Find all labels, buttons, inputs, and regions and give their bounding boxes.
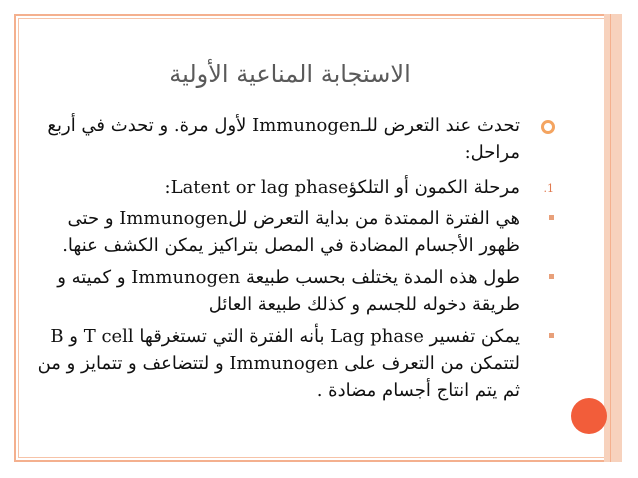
slide-title: الاستجابة المناعية الأولية [169, 60, 411, 88]
corner-circle-decoration [571, 398, 607, 434]
list-item-text: طول هذه المدة يختلف بحسب طبيعة Immunogen و كميته و طريقة دخوله للجسم و كذلك طبيعة العائل [57, 267, 520, 315]
square-bullet-icon [549, 333, 554, 338]
square-bullet-icon [549, 215, 554, 220]
list-item [30, 174, 554, 201]
slide-content [30, 112, 554, 404]
list-item [30, 205, 520, 259]
list-item-text: هي الفترة الممتدة من بداية التعرض للImmunogen و حتى ظهور الأجسام المضادة في المصل بتراكيز يمكن الكشف عنها. [62, 208, 520, 256]
circle-bullet-icon [541, 120, 555, 134]
list-item-text: تحدث عند التعرض للـImmunogen لأول مرة. و تحدث في أربع مراحل: [47, 115, 520, 163]
side-decoration [604, 14, 622, 462]
list-item [30, 264, 520, 318]
list-number: 1. [543, 182, 554, 195]
list-item [30, 112, 520, 166]
list-item [30, 323, 520, 404]
square-bullet-icon [549, 274, 554, 279]
list-item-text: يمكن تفسير Lag phase بأنه الفترة التي تستغرقها T cell و B لتتمكن من التعرف على Immunogen و لتتضاعف و تتمايز و من ثم يتم انتاج أجسام مضادة . [37, 326, 520, 401]
list-item-text: مرحلة الكمون أو التلكؤLatent or lag phase: [164, 177, 520, 198]
